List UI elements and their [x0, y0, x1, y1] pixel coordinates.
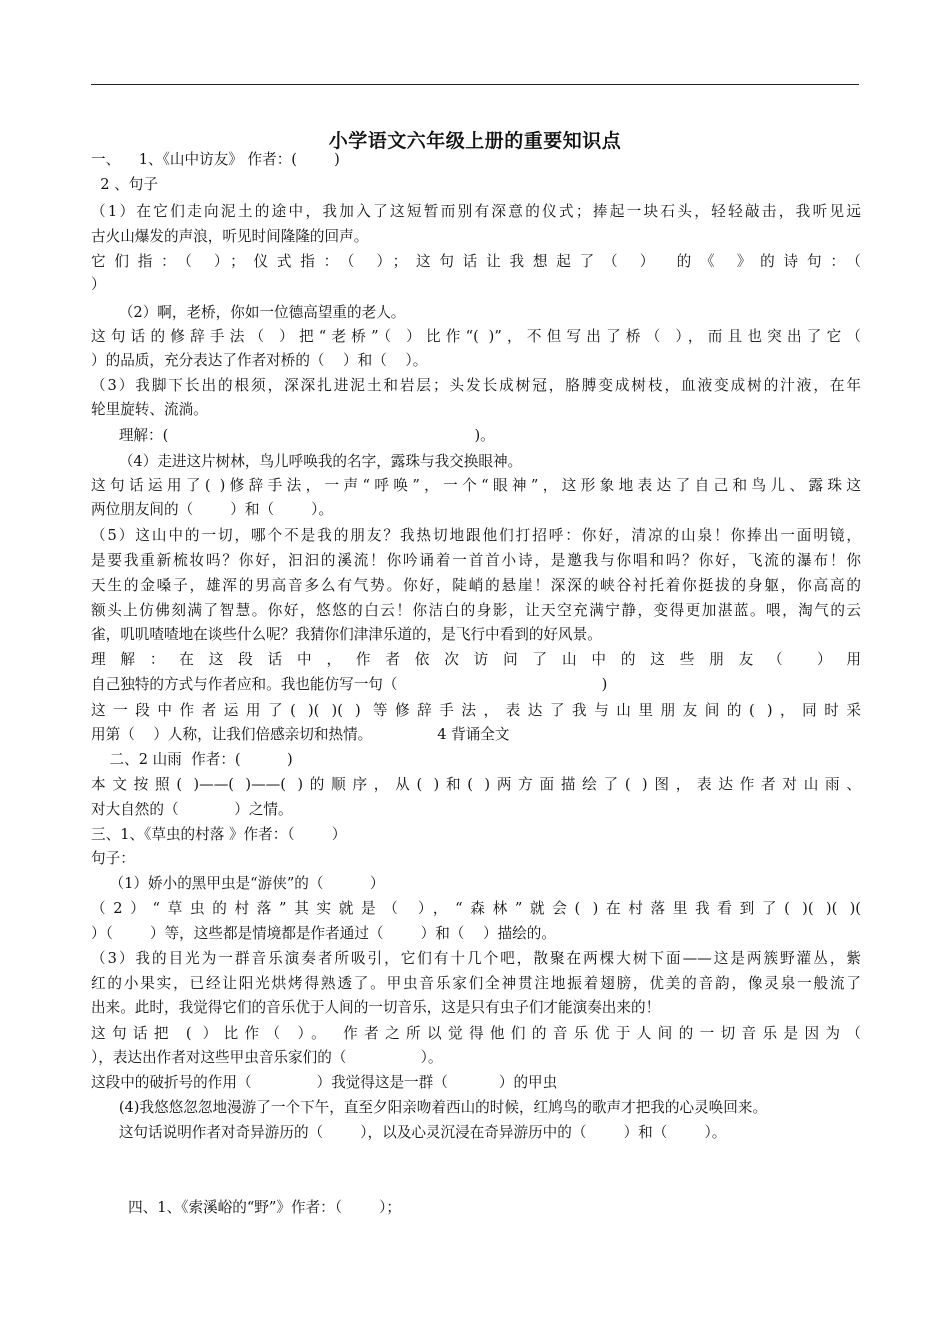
text-line: 两位朋友间的（ ）和（ ）。 — [91, 501, 334, 518]
text-line: （3）我脚下长出的根须，深深扎进泥土和岩层；头发长成树冠，胳膊变成树枝，血液变成树的汁液，在年 — [91, 377, 861, 394]
text-line: 这句话的修辞手法（ ）把“老桥”（ ）比作“( )”，不但写出了桥（ ），而且也突出了它（ — [91, 328, 861, 345]
text-line: 是要我重新梳妆吗？你好，汩汩的溪流！你吟诵着一首首小诗，是邀我与你唱和吗？你好，飞流的瀑布！你 — [91, 552, 861, 569]
text-line: 对大自然的（ ）之情。 — [91, 801, 293, 818]
text-line: 红的小果实，已经让阳光烘烤得熟透了。甲虫音乐家们全神贯注地振着翅膀，优美的音韵，像灵泉一般流了 — [91, 975, 861, 992]
text-line: （1）在它们走向泥土的途中，我加入了这短暂而别有深意的仪式；捧起一块石头，轻轻敲击，我听见远 — [91, 203, 861, 220]
text-line: (4)我悠悠忽忽地漫游了一个下午，直至夕阳亲吻着西山的时候，红鸠鸟的歌声才把我的心灵唤回来。 — [91, 1099, 768, 1116]
text-line: 天生的金嗓子，雄浑的男高音多么有气势。你好，陡峭的悬崖！深深的峡谷衬托着你挺拔的身躯，你高高的 — [91, 577, 861, 594]
page-title: 小学语文六年级上册的重要知识点 — [328, 130, 622, 152]
text-line: 额头上仿佛刻满了智慧。你好，悠悠的白云！你洁白的身影，让天空充满宁静，变得更加湛蓝。喂，淘气的云 — [91, 602, 861, 619]
text-line: 这句话说明作者对奇异游历的（ ），以及心灵沉浸在奇异游历中的（ ）和（ ）。 — [91, 1124, 727, 1141]
text-line: （4）走进这片树林，鸟儿呼唤我的名字，露珠与我交换眼神。 — [91, 453, 523, 470]
text-line: ） — [91, 276, 106, 293]
text-line: （5）这山中的一切，哪个不是我的朋友？我热切地跟他们打招呼：你好，清凉的山泉！你捧出一面明镜， — [91, 527, 861, 544]
text-line: 四、1、《索溪峪的“野”》作者：（ ）； — [91, 1199, 402, 1216]
text-line: （2）“草虫的村落”其实就是（ ），“森林”就会( )在村落里我看到了( )( )( )( — [91, 900, 861, 917]
text-line: 一、 1、《山中访友》 作者：( ) — [91, 151, 340, 168]
text-line: 理解：( )。 — [91, 427, 495, 444]
text-line: （2）啊，老桥，你如一位德高望重的老人。 — [91, 304, 406, 321]
text-line: ），表达出作者对这些甲虫音乐家们的（ ）。 — [91, 1049, 443, 1066]
text-line: 自己独特的方式与作者应和。我也能仿写一句（ ) — [91, 676, 608, 693]
text-line: 2 、句子 — [91, 176, 158, 193]
text-line: ）的品质，充分表达了作者对桥的（ ）和（ ）。 — [91, 352, 428, 369]
text-line: 本文按照( )——( )——( )的顺序，从( )和( )两方面描绘了( )图，表达作者对山雨、 — [91, 776, 861, 793]
text-line: （3）我的目光为一群音乐演奏者所吸引，它们有十几个吧，散聚在两棵大树下面——这是两簇野灌丛，紫 — [91, 950, 861, 967]
top-rule — [91, 84, 859, 85]
text-line: 出来。此时，我觉得它们的音乐优于人间的一切音乐，这是只有虫子们才能演奏出来的！ — [91, 999, 661, 1016]
text-line: 古火山爆发的声浪，听见时间隆隆的回声。 — [91, 228, 369, 245]
text-line: 理解：在这段话中，作者依次访问了山中的这些朋友（ ）用 — [91, 651, 861, 668]
text-line: 雀，叽叽喳喳地在谈些什么呢？我猜你们津津乐道的，是飞行中看到的好风景。 — [91, 626, 602, 643]
text-line: （1）娇小的黑甲虫是“游侠”的（ ） — [91, 875, 385, 892]
text-line: 这句话把 ( ）比作（ ）。 作者之所以觉得他们的音乐优于人间的一切音乐是因为（ — [91, 1025, 861, 1042]
text-line: 这句话运用了( )修辞手法，一声“呼唤”，一个“眼神”，这形象地表达了自己和鸟儿、露珠这 — [91, 477, 861, 494]
text-line: 用第（ ）人称，让我们倍感亲切和热情。 4 背诵全文 — [91, 726, 510, 743]
text-line: 轮里旋转、流淌。 — [91, 401, 208, 418]
text-line: ）（ ）等，这些都是情境都是作者通过（ ）和（ ）描绘的。 — [91, 925, 556, 942]
text-line: 它们指：（ ）；仪式指：（ ）；这句话让我想起了（ ） 的《 》的诗句：（ — [91, 253, 861, 270]
text-line: 这段中的破折号的作用（ ）我觉得这是一群（ ）的甲虫 — [91, 1074, 558, 1091]
text-line: 这一段中作者运用了( )( )( ) 等修辞手法，表达了我与山里朋友间的( )，同时采 — [91, 702, 861, 719]
text-line: 二、2 山雨 作者：( ) — [91, 751, 293, 768]
text-line: 三、1、《草虫的村落 》作者：（ ） — [91, 826, 347, 843]
text-line: 句子： — [91, 850, 135, 867]
